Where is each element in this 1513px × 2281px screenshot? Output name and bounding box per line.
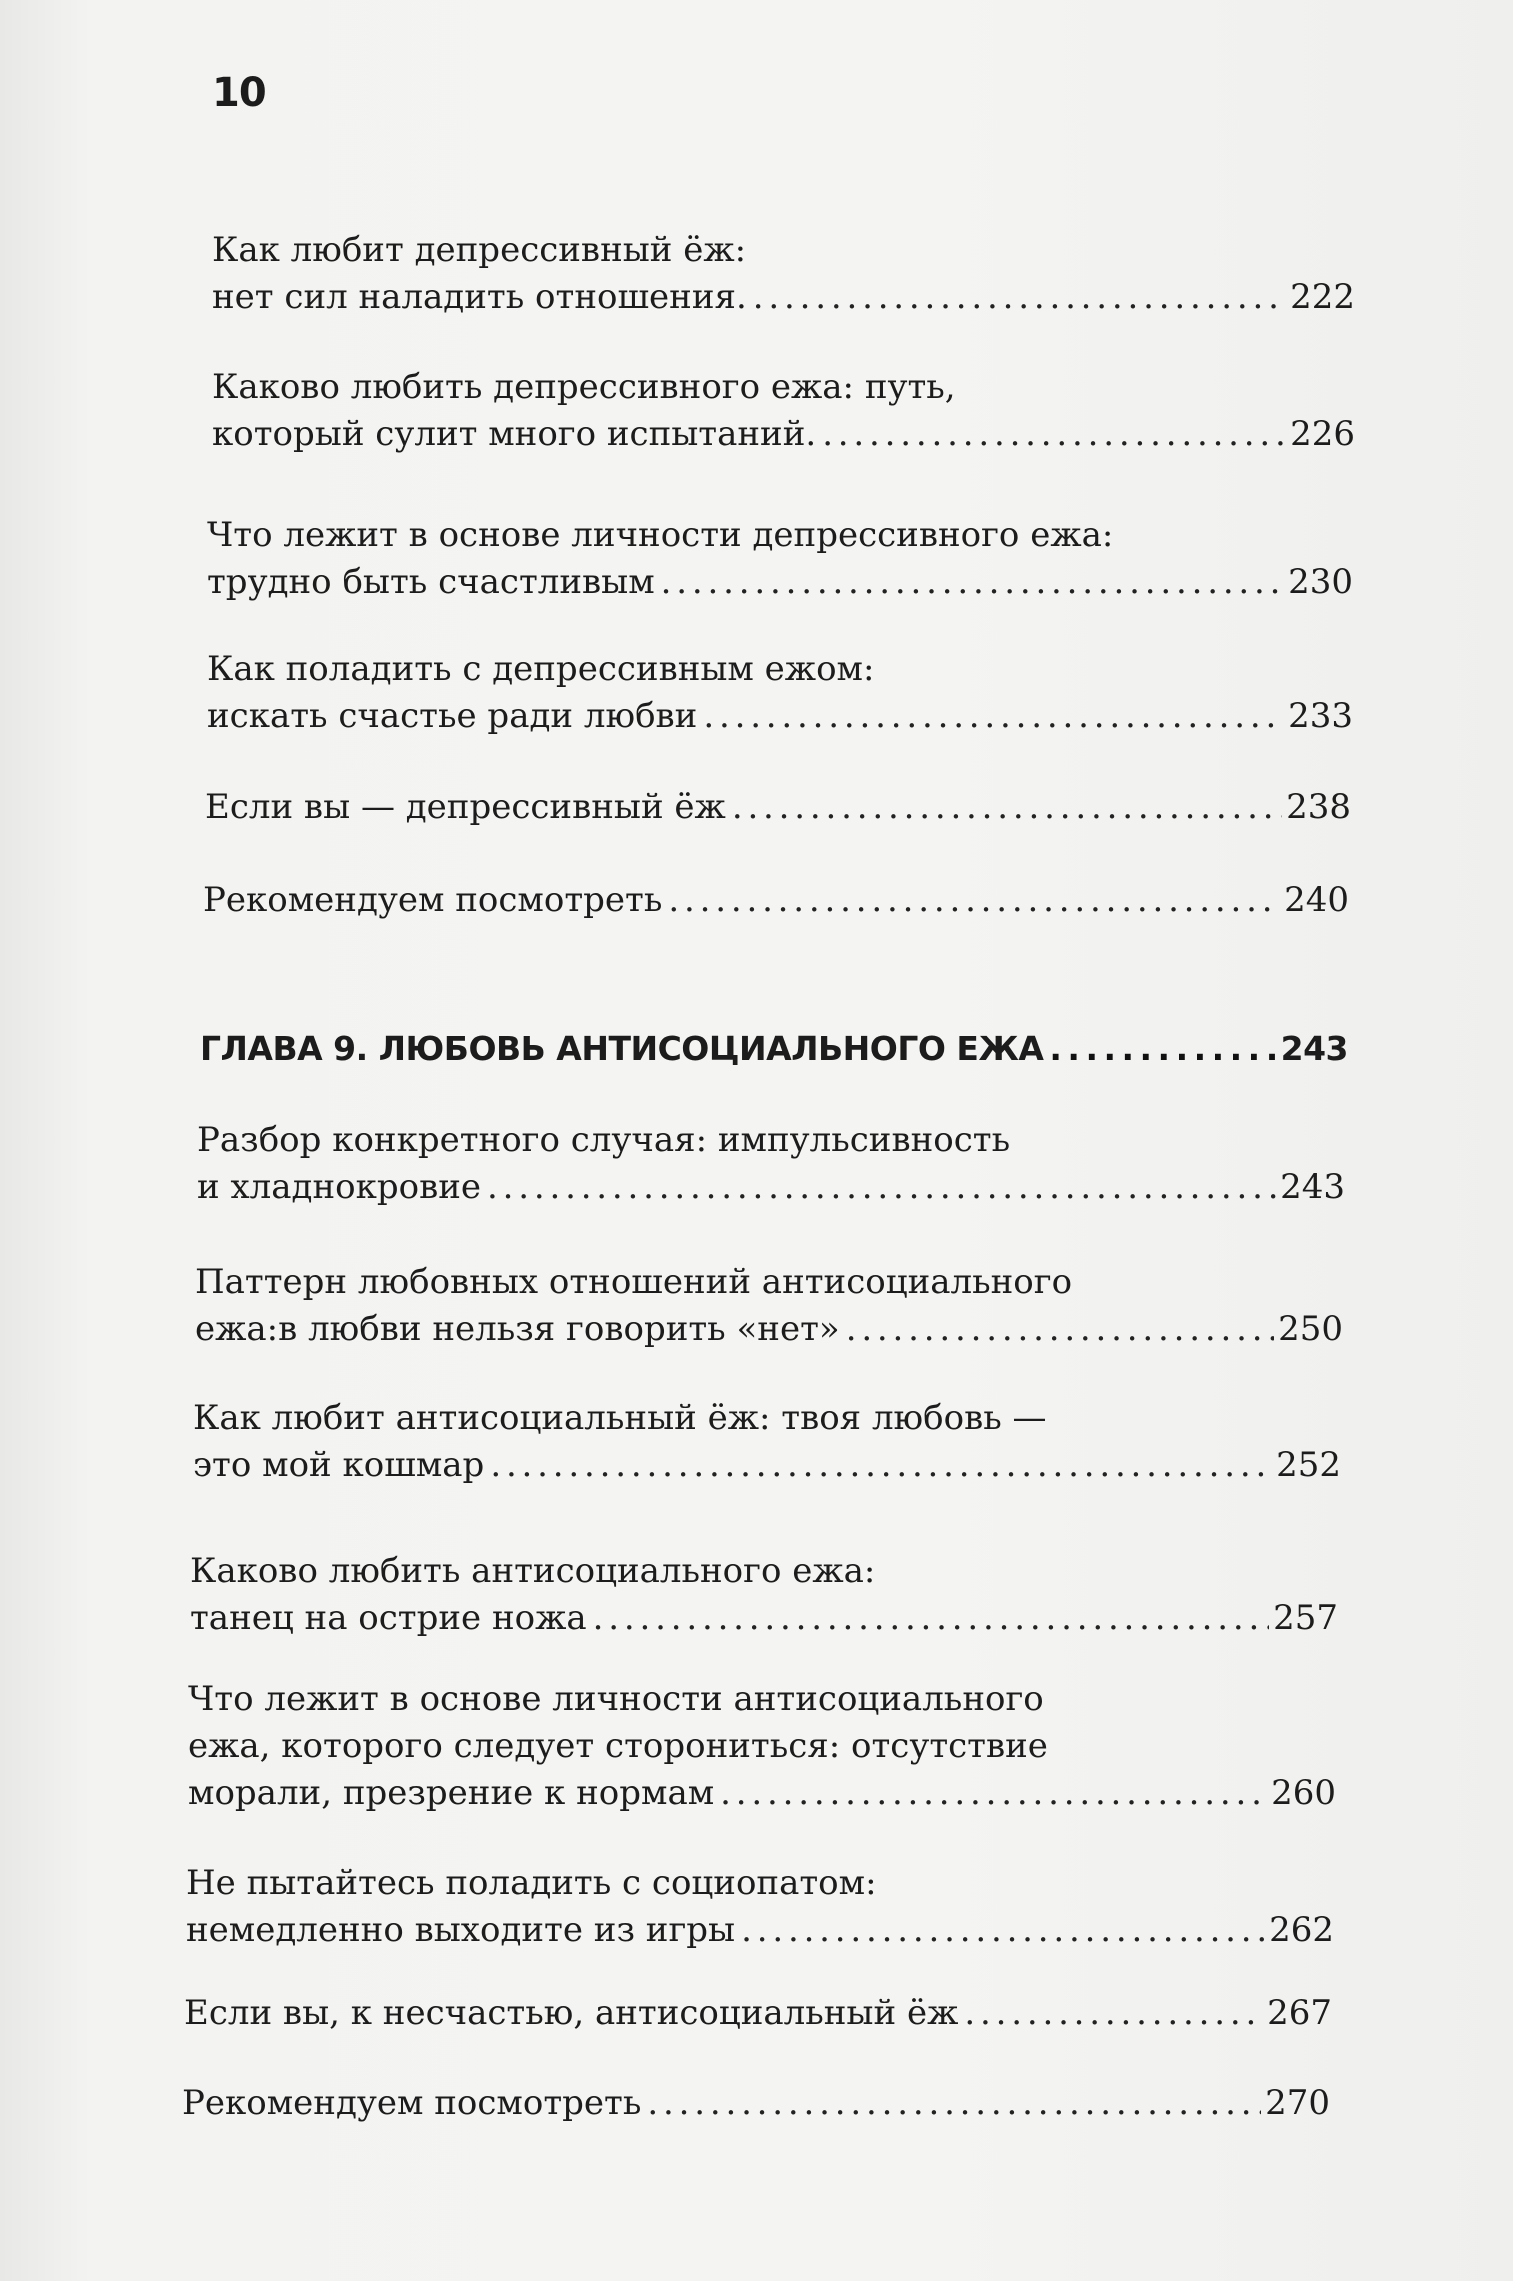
toc-entry [184,1990,1332,2037]
dot-leader [732,784,1282,831]
toc-entry-title: искать счастье ради любви [207,696,698,736]
toc-page-number: 262 [1269,1910,1334,1950]
toc-entry-line: Не пытайтесь поладить с социопатом: [186,1863,877,1903]
toc-entry [212,364,1355,458]
toc-page-number: 233 [1288,696,1353,736]
toc-page-number: 238 [1286,787,1351,827]
dot-leader [741,1907,1265,1954]
toc-entry [207,512,1353,606]
toc-entry-title: ежа:в любви нельзя говорить «нет» [195,1309,840,1349]
toc-entry-title: и хладнокровие [197,1167,481,1207]
toc-page-number: 243 [1280,1029,1348,1068]
toc-page-number: 252 [1276,1445,1341,1485]
toc-entry-line: ежа, которого следует сторониться: отсутствие [188,1726,1048,1766]
dot-leader [593,1595,1269,1642]
toc-entry-title: немедленно выходите из игры [186,1910,736,1950]
toc-page-number: 270 [1265,2083,1330,2123]
toc-entry [207,646,1353,740]
toc-entry-title: Рекомендуем посмотреть [182,2083,642,2123]
toc-entry-line: Разбор конкретного случая: импульсивность [197,1120,1011,1160]
toc-page-number: 260 [1271,1773,1336,1813]
toc-entry-title: Если вы, к несчастью, антисоциальный ёж [184,1993,959,2033]
toc-entry-title: морали, презрение к нормам [188,1773,715,1813]
toc-entry-title: это мой кошмар [193,1445,485,1485]
toc-entry-title: Рекомендуем посмотреть [203,880,663,920]
toc-entry-title: нет сил наладить отношения. [212,277,747,317]
toc-entry-title: который сулит много испытаний. [212,414,817,454]
toc-entry-line: Что лежит в основе личности депрессивного ежа: [207,515,1114,555]
toc-page-number: 222 [1290,277,1355,317]
dot-leader [661,559,1284,606]
toc-entry-line: Как поладить с депрессивным ежом: [207,649,875,689]
toc-page-number: 230 [1288,562,1353,602]
dot-leader [703,693,1284,740]
toc-entry [186,1860,1334,1954]
toc-entry [195,1259,1343,1353]
toc-entry-line: Как любит антисоциальный ёж: твоя любовь — [193,1398,1047,1438]
dot-leader [964,1990,1263,2037]
toc-entry-line: Каково любить антисоциального ежа: [190,1551,876,1591]
toc-page-number: 243 [1280,1167,1345,1207]
dot-leader [668,877,1280,924]
toc-entry [203,877,1349,924]
dot-leader [822,411,1286,458]
toc-entry-title: Если вы — депрессивный ёж [205,787,726,827]
dot-leader [647,2080,1261,2127]
toc-entry [182,2080,1330,2127]
toc-page-number: 240 [1284,880,1349,920]
dot-leader [487,1164,1276,1211]
dot-leader [846,1306,1274,1353]
toc-page-number: 250 [1278,1309,1343,1349]
toc-page-number: 226 [1290,414,1355,454]
toc-page-number: 267 [1267,1993,1332,2033]
toc-entry [212,227,1355,321]
toc-entry-title: трудно быть счастливым [207,562,655,602]
dot-leader [490,1442,1272,1489]
toc-entry-line: Как любит депрессивный ёж: [212,230,747,270]
toc-entry [193,1395,1341,1489]
chapter-heading [200,1025,1348,1072]
dot-leader [720,1770,1267,1817]
chapter-title: ГЛАВА 9. ЛЮБОВЬ АНТИСОЦИАЛЬНОГО ЕЖА [200,1029,1044,1068]
toc-entry [190,1548,1338,1642]
toc-entry-line: Паттерн любовных отношений антисоциального [195,1262,1073,1302]
dot-leader [753,274,1286,321]
page-number: 10 [212,70,266,116]
toc-entry-line: Что лежит в основе личности антисоциального [188,1679,1044,1719]
dot-leader [1049,1025,1276,1072]
toc-entry [188,1676,1336,1817]
toc-entry [205,784,1351,831]
toc-entry-line: Каково любить депрессивного ежа: путь, [212,367,956,407]
toc-entry-title: танец на острие ножа [190,1598,587,1638]
toc-entry [197,1117,1345,1211]
toc-page-number: 257 [1273,1598,1338,1638]
